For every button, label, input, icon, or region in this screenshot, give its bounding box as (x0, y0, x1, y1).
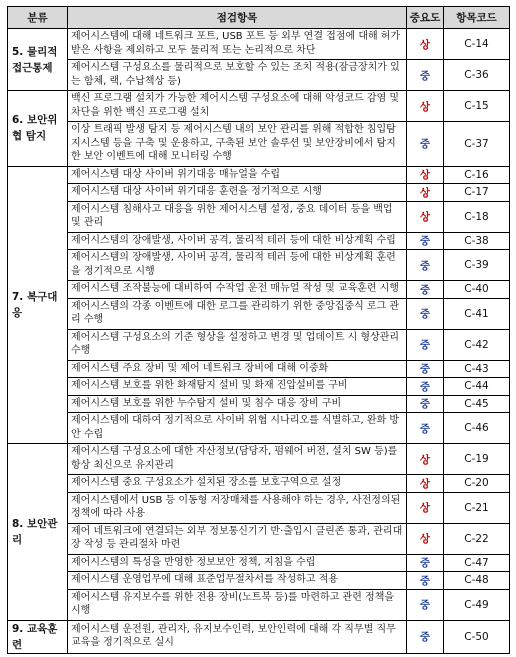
importance-badge: 중 (407, 554, 444, 572)
item-code: C-41 (444, 298, 510, 329)
check-item-text: 제어시스템 조작불능에 대비하여 수작업 운전 매뉴얼 작성 및 교육훈련 시행 (68, 281, 407, 299)
importance-badge: 상 (407, 184, 444, 202)
item-code: C-37 (444, 122, 510, 167)
check-item-text: 이상 트래픽 발생 탐지 등 제어시스템 내의 보안 관리를 위해 적합한 침입탐지시스템 등을 구축 및 운용하고, 구축된 보안 솔루션 및 보안장비에서 탐지한 보안 이벤트에 대해 모니터링 수행 (68, 122, 407, 167)
item-code: C-43 (444, 360, 510, 378)
table-row (8, 378, 510, 396)
category-cell: 9. 교육훈련 (8, 620, 68, 653)
table-row (8, 475, 510, 493)
item-code: C-45 (444, 395, 510, 413)
check-item-text: 백신 프로그램 설치가 가능한 제어시스템 구성요소에 대해 악성코드 감염 및 차단을 위한 백신 프로그램 설치 (68, 91, 407, 122)
importance-badge: 중 (407, 620, 444, 653)
check-item-text: 제어시스템 운영업무에 대해 표준업무절차서를 작성하고 적용 (68, 572, 407, 590)
table-row (8, 201, 510, 232)
table-row (8, 250, 510, 281)
check-item-text: 제어시스템에 대하여 정기적으로 사이버 위협 시나리오를 식별하고, 완화 방안 수립 (68, 413, 407, 444)
table-row (8, 232, 510, 250)
table-row (8, 298, 510, 329)
table-row (8, 620, 510, 653)
table-row (8, 360, 510, 378)
check-item-text: 제어시스템에 대해 네트워크 포트, USB 포트 등 외부 연결 접점에 대해 허가받은 사항을 제외하고 모두 물리적 또는 논리적으로 차단 (68, 29, 407, 60)
check-item-text: 제어시스템 구성요소에 대한 자산정보(담당자, 펌웨어 버전, 설치 SW 등)를 항상 최신으로 유지관리 (68, 444, 407, 475)
importance-badge: 상 (407, 29, 444, 60)
table-row (8, 166, 510, 184)
check-item-text: 제어시스템 운전원, 관리자, 유지보수인력, 보안인력에 대해 각 직무별 직무교육을 정기적으로 실시 (68, 620, 407, 653)
importance-badge: 중 (407, 250, 444, 281)
importance-badge: 상 (407, 166, 444, 184)
check-item-text: 제어시스템의 장애발생, 사이버 공격, 물리적 테러 등에 대한 비상계획 수립 (68, 232, 407, 250)
item-code: C-49 (444, 589, 510, 620)
category-cell: 6. 보안위협 탐지 (8, 91, 68, 167)
item-code: C-40 (444, 281, 510, 299)
importance-badge: 중 (407, 281, 444, 299)
item-code: C-38 (444, 232, 510, 250)
item-code: C-47 (444, 554, 510, 572)
item-code: C-19 (444, 444, 510, 475)
check-item-text: 제어시스템 구성요소를 물리적으로 보호할 수 있는 조치 적용(잠금장치가 있는 함체, 랙, 수납책상 등) (68, 60, 407, 91)
importance-badge: 상 (407, 523, 444, 554)
table-row (8, 395, 510, 413)
item-code: C-39 (444, 250, 510, 281)
importance-badge: 상 (407, 475, 444, 493)
category-cell: 5. 물리적 접근통제 (8, 29, 68, 91)
importance-badge: 중 (407, 298, 444, 329)
item-code: C-44 (444, 378, 510, 396)
category-cell: 8. 보안관리 (8, 444, 68, 621)
check-item-text: 제어 네트워크에 연결되는 외부 정보통신기기 반·출입시 클린존 통과, 관리대장 작성 등 관리절차 마련 (68, 523, 407, 554)
table-row (8, 122, 510, 167)
header-item: 점검항목 (68, 7, 407, 29)
table-row (8, 554, 510, 572)
item-code: C-17 (444, 184, 510, 202)
table-body (8, 29, 510, 654)
table-header (8, 7, 510, 29)
check-item-text: 제어시스템 중요 구성요소가 설치된 장소를 보호구역으로 설정 (68, 475, 407, 493)
table-row (8, 281, 510, 299)
item-code: C-48 (444, 572, 510, 590)
table-row (8, 492, 510, 523)
table-row (8, 572, 510, 590)
table-row (8, 329, 510, 360)
check-item-text: 제어시스템에서 USB 등 이동형 저장매체를 사용해야 하는 경우, 사전정의된 정책에 따라 사용 (68, 492, 407, 523)
item-code: C-15 (444, 91, 510, 122)
checklist-table (7, 6, 510, 654)
checklist-container (7, 6, 510, 654)
table-row (8, 523, 510, 554)
importance-badge: 중 (407, 378, 444, 396)
table-row (8, 444, 510, 475)
importance-badge: 중 (407, 395, 444, 413)
check-item-text: 제어시스템의 장애발생, 사이버 공격, 물리적 테러 등에 대한 비상계획 훈련을 정기적으로 시행 (68, 250, 407, 281)
item-code: C-22 (444, 523, 510, 554)
check-item-text: 제어시스템 보호를 위한 누수탐지 설비 및 침수 대응 장비 구비 (68, 395, 407, 413)
importance-badge: 상 (407, 91, 444, 122)
importance-badge: 중 (407, 589, 444, 620)
importance-badge: 중 (407, 572, 444, 590)
check-item-text: 제어시스템 대상 사이버 위기대응 매뉴얼을 수립 (68, 166, 407, 184)
item-code: C-14 (444, 29, 510, 60)
check-item-text: 제어시스템 침해사고 대응을 위한 제어시스템 설정, 중요 데이터 등을 백업 및 관리 (68, 201, 407, 232)
importance-badge: 중 (407, 122, 444, 167)
category-cell: 7. 복구대응 (8, 166, 68, 444)
importance-badge: 중 (407, 232, 444, 250)
item-code: C-21 (444, 492, 510, 523)
importance-badge: 상 (407, 201, 444, 232)
importance-badge: 상 (407, 492, 444, 523)
table-row (8, 589, 510, 620)
importance-badge: 중 (407, 360, 444, 378)
check-item-text: 제어시스템 유지보수를 위한 전용 장비(노트북 등)를 마련하고 관련 정책을 시행 (68, 589, 407, 620)
check-item-text: 제어시스템의 특성을 반영한 정보보안 정책, 지침을 수립 (68, 554, 407, 572)
table-row (8, 29, 510, 60)
item-code: C-46 (444, 413, 510, 444)
header-category: 분류 (8, 7, 68, 29)
check-item-text: 제어시스템의 각종 이벤트에 대한 로그를 관리하기 위한 중앙집중식 로그 관리 수행 (68, 298, 407, 329)
table-row (8, 184, 510, 202)
item-code: C-18 (444, 201, 510, 232)
item-code: C-16 (444, 166, 510, 184)
table-row (8, 413, 510, 444)
header-importance: 중요도 (407, 7, 444, 29)
item-code: C-20 (444, 475, 510, 493)
importance-badge: 중 (407, 413, 444, 444)
importance-badge: 중 (407, 60, 444, 91)
importance-badge: 상 (407, 444, 444, 475)
item-code: C-42 (444, 329, 510, 360)
table-row (8, 91, 510, 122)
check-item-text: 제어시스템 대상 사이버 위기대응 훈련을 정기적으로 시행 (68, 184, 407, 202)
table-row (8, 60, 510, 91)
header-row (8, 7, 510, 29)
check-item-text: 제어시스템 주요 장비 및 제어 네트워크 장비에 대해 이중화 (68, 360, 407, 378)
item-code: C-36 (444, 60, 510, 91)
check-item-text: 제어시스템 보호를 위한 화재탐지 설비 및 화재 진압설비를 구비 (68, 378, 407, 396)
check-item-text: 제어시스템 구성요소의 기준 형상을 설정하고 변경 및 업데이트 시 형상관리 수행 (68, 329, 407, 360)
header-code: 항목코드 (444, 7, 510, 29)
item-code: C-50 (444, 620, 510, 653)
importance-badge: 중 (407, 329, 444, 360)
